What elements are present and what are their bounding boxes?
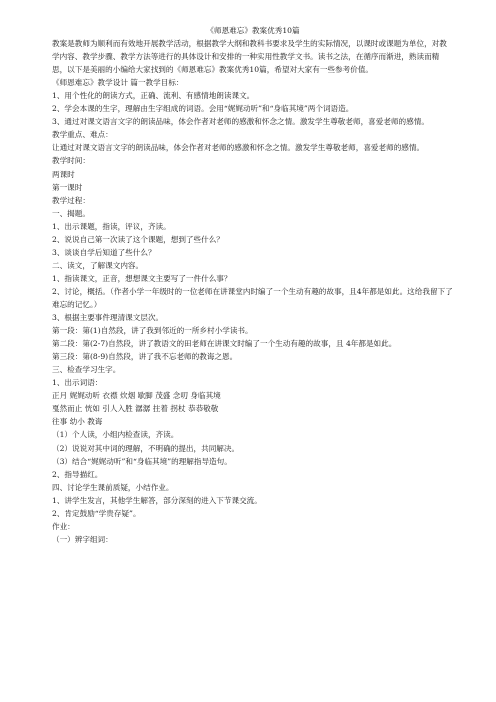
paragraph: 往事 幼小 教诲 xyxy=(52,417,103,427)
paragraph: 戛然而止 恍如 引人入胜 潺潺 拄着 拐杖 恭恭敬敬 xyxy=(52,404,219,414)
paragraph: 四、讨论学生课前质疑，小结作业。 xyxy=(52,482,174,492)
paragraph: 第二段：第(2-7)自然段，讲了教语文的田老师在讲课文时编了一个生动有趣的故事，且 4年都是如此。 xyxy=(52,339,397,349)
paragraph: 2、指导描红。 xyxy=(52,469,103,479)
paragraph: 1、讲学生发言，其他学生解答，部分深刻的进入下节课交流。 xyxy=(52,495,262,505)
paragraph: 2、学会本课的生字，理解由生字组成的词语。会用“娓娓动听”和“身临其境”两个词语造。 xyxy=(52,104,354,114)
paragraph: 让通过对课文语言文字的朗读品味，体会作者对老师的感激和怀念之情。激发学生尊敬老师，喜爱老师的感情。 xyxy=(52,143,425,153)
paragraph: 第一段：第(1)自然段，讲了我到邻近的一所乡村小学读书。 xyxy=(52,326,253,336)
paragraph: 2、讨论，概括。（作者小学一年级时的一位老师在讲课堂内时编了一个生动有趣的故事，且4年都是如此。这给我留下了难忘的记忆。） xyxy=(52,286,453,309)
paragraph: 教学过程： xyxy=(52,195,90,205)
paragraph: 3、根据主要事件理清课文层次。 xyxy=(52,313,164,323)
paragraph: 2、说说自己第一次读了这个课题，想到了些什么？ xyxy=(52,234,224,244)
paragraph: 1、出示词语： xyxy=(52,378,103,388)
paragraph: 三、检查学习生字。 xyxy=(52,365,121,375)
paragraph: 3、通过对课文语言文字的朗读品味，体会作者对老师的感激和怀念之情。激发学生尊敬老师，喜爱老师的感情。 xyxy=(52,117,429,127)
paragraph: 第一课时 xyxy=(52,182,83,192)
paragraph: 第三段：第(8-9)自然段，讲了我不忘老师的教诲之恩。 xyxy=(52,352,238,362)
paragraph: 作业： xyxy=(52,521,75,531)
paragraph: 1、用个性化的朗读方式，正确、流利、有感情地朗读课文。 xyxy=(52,91,255,101)
paragraph: 一、揭题。 xyxy=(52,208,90,218)
paragraph: 教学重点、难点： xyxy=(52,130,113,140)
paragraph: 教学时间： xyxy=(52,156,90,166)
paragraph: 二、读文，了解课文内容。 xyxy=(52,260,144,270)
document-page xyxy=(52,24,454,546)
paragraph: 两课时 xyxy=(52,169,75,179)
paragraph: 1、指读课文，正音，想想课文主要写了一件什么事？ xyxy=(52,273,232,283)
paragraph: 2、肯定鼓励“学贵存疑”。 xyxy=(52,508,141,518)
paragraph: 正月 娓娓动听 衣襟 炊烟 歇脚 茂盛 念叨 身临其境 xyxy=(52,391,221,401)
paragraph: （一）辨字组词： xyxy=(52,534,113,544)
paragraph: 3、谈谈自学后知道了些什么？ xyxy=(52,247,156,257)
paragraph: 1、出示课题，指读，评议，齐读。 xyxy=(52,221,171,231)
paragraph: （3）结合“娓娓动听”和“身临其境”的理解指导造句。 xyxy=(52,456,232,466)
document-title: 《师恩难忘》教案优秀10篇 xyxy=(206,26,300,35)
paragraph: （2）说说对其中词的理解，不明确的提出，共同解决。 xyxy=(52,443,240,453)
paragraph: （1）个人读，小组内检查读，齐读。 xyxy=(52,430,179,440)
paragraph: 《师恩难忘》教学设计 篇一教学目标： xyxy=(52,78,184,88)
paragraph-intro: 教案是教师为顺利而有效地开展教学活动，根据教学大纲和教科书要求及学生的实际情况，以课时或课题为单位，对教学内容、教学步骤、教学方法等进行的具体设计和安排的一种实用性教学文书。读书之法，在循序而渐进，熟读而精思，以下是美丽的小编给大家找到的《师恩难忘》教案优秀10篇，希望对大家有一些参考价值。 xyxy=(52,39,447,75)
